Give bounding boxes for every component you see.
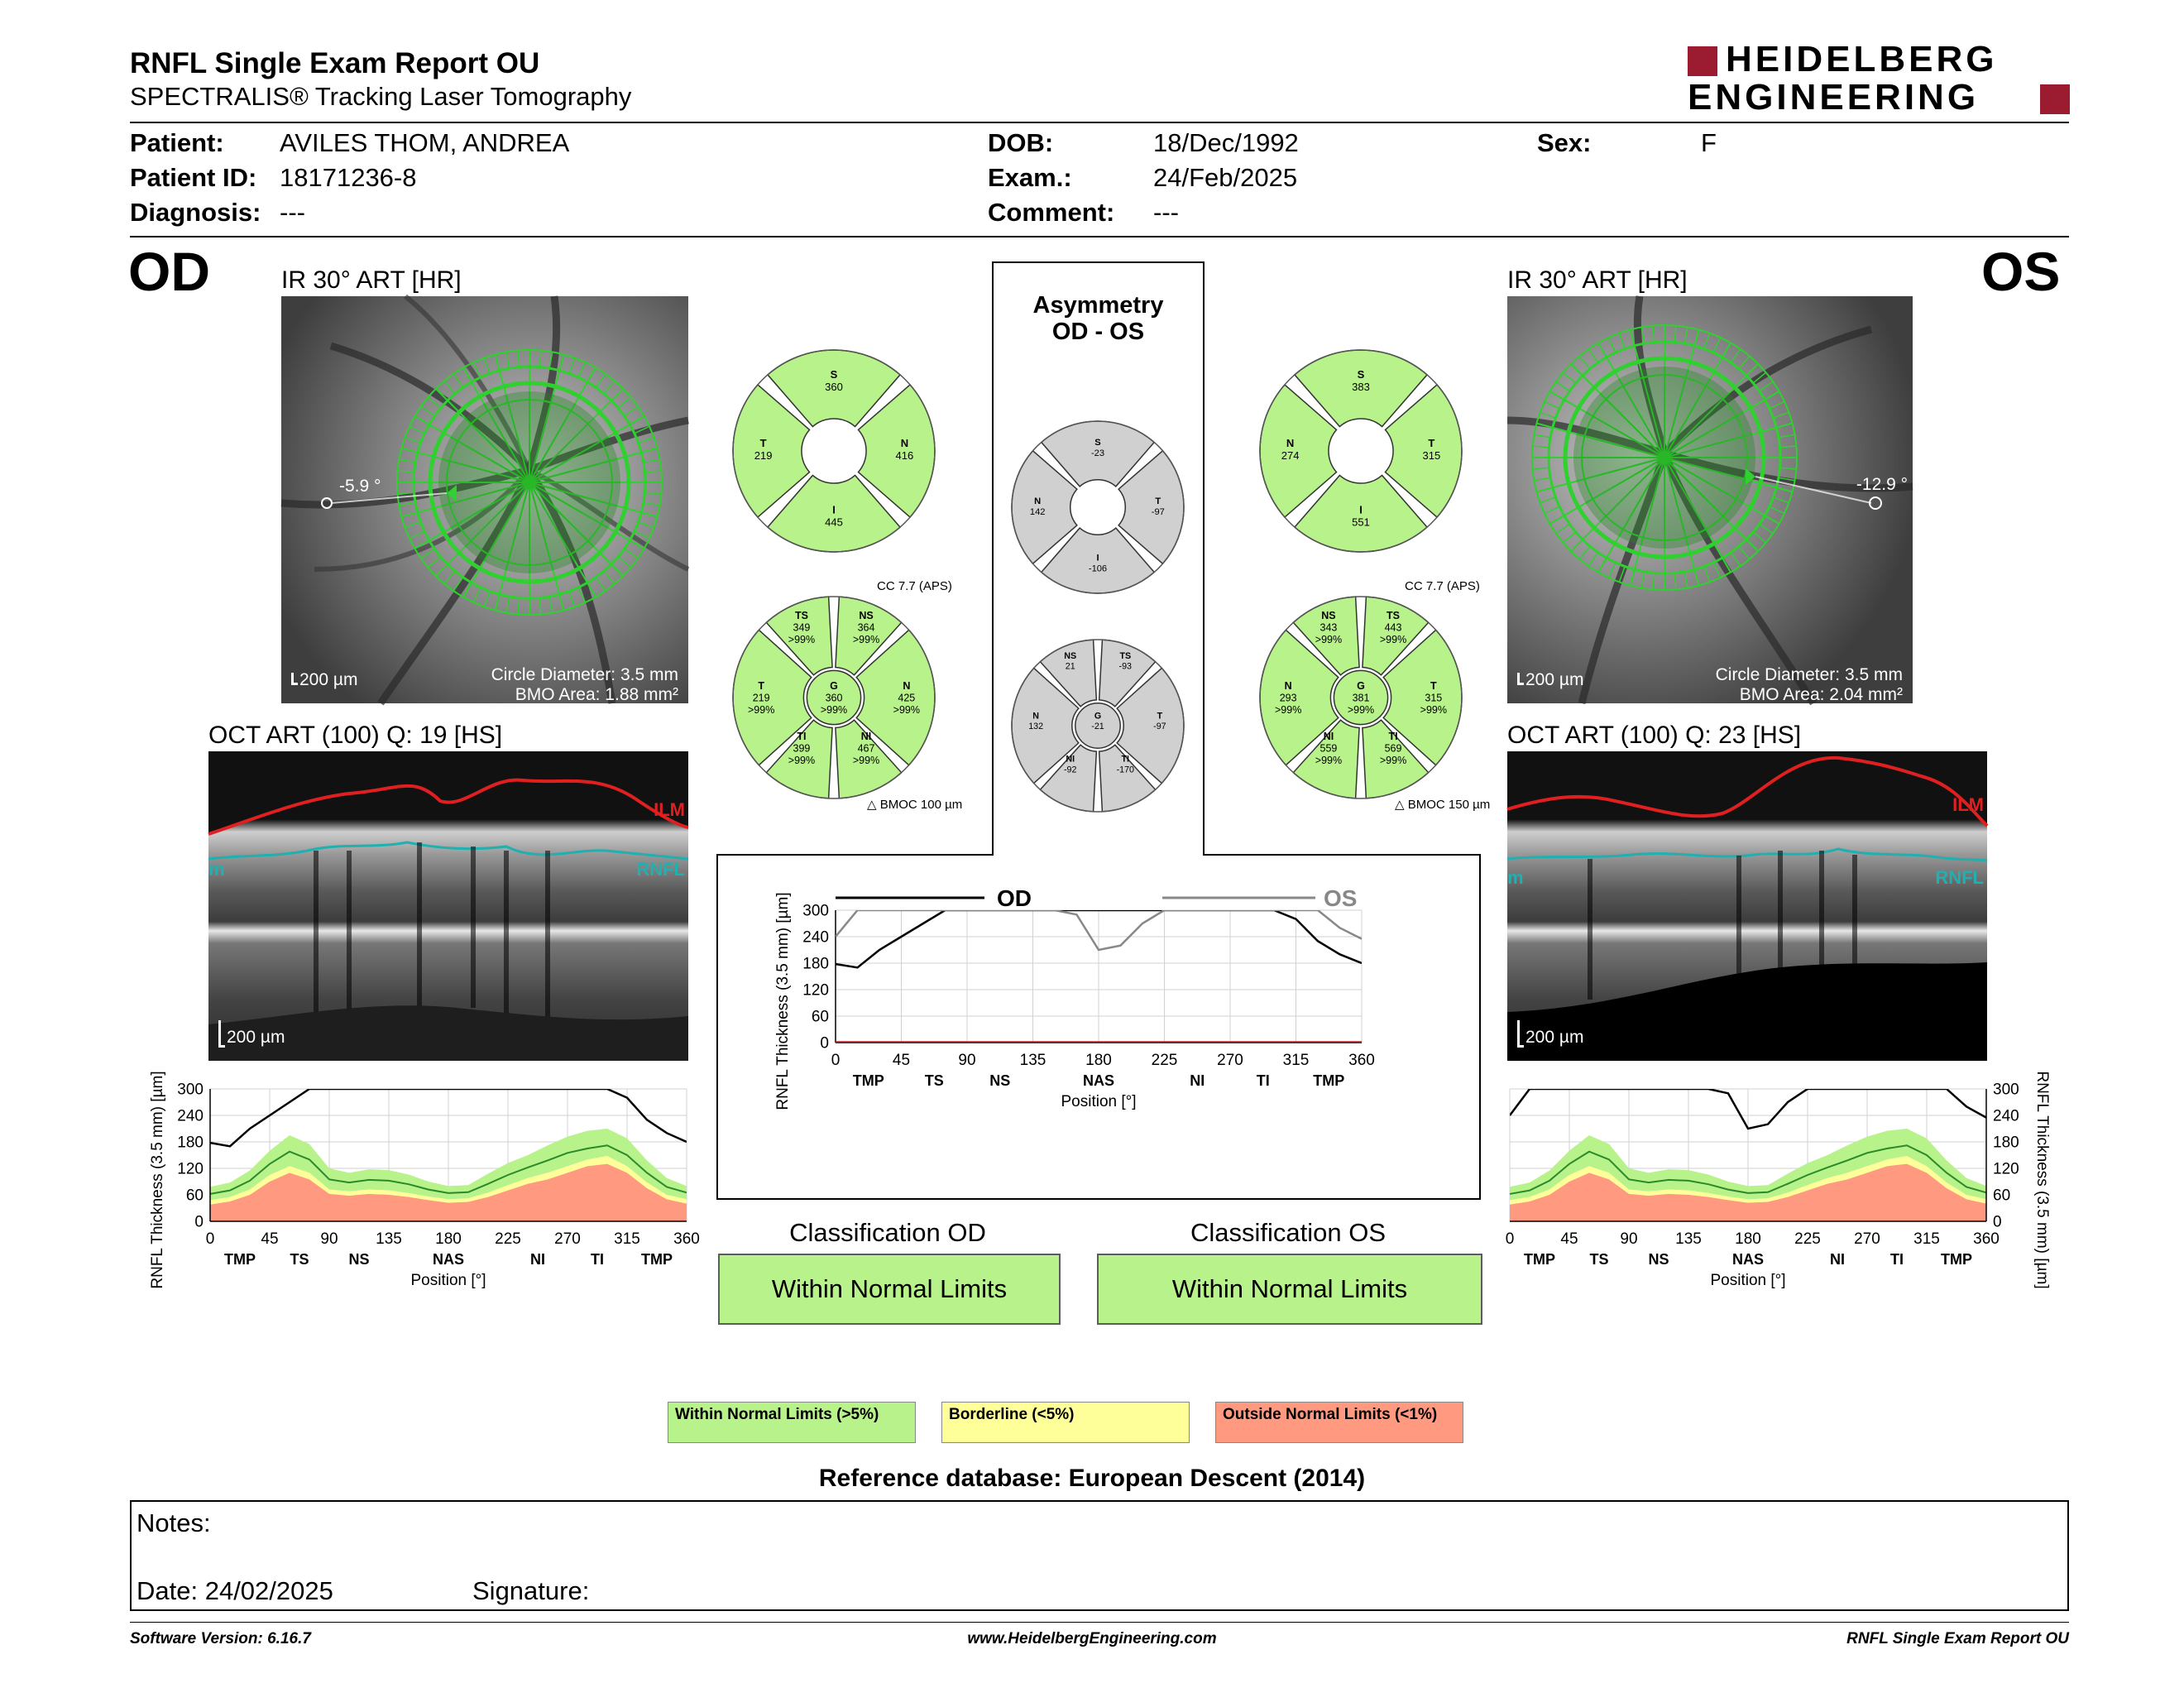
sector-label: NI [1190,1072,1205,1089]
y-axis-title: RNFL Thickness (3.5 mm) [µm] [149,1071,166,1289]
ring-value-i: I 551 [1352,503,1370,529]
x-axis-title: Position [°] [410,1272,486,1289]
x-tick-label: 315 [1913,1230,1940,1248]
sector-label: TMP [1941,1251,1972,1268]
logo-word-engineering: ENGINEERING [1688,77,1980,117]
reference-database: Reference database: European Descent (2014) [818,1465,1366,1492]
sector-label: NAS [1082,1072,1115,1089]
classification-os-box [1097,1254,1482,1325]
logo-word-heidelberg: HEIDELBERG [1726,39,1998,79]
sector-label: NS [1648,1251,1669,1268]
ring-value-ns: NS 21 [1064,650,1077,672]
patient-name: AVILES THOM, ANDREA [280,128,570,157]
od-rnfl-label: RNFL [636,859,685,880]
y-tick-label: 60 [1993,1187,2011,1205]
patient-id: 18171236-8 [280,163,417,192]
ring-value-t: T 219 >99% [747,680,775,716]
od-rnfl-edge-label: m [208,859,225,880]
asymmetry-sector-ring [1009,637,1186,814]
os-oct-title: OCT ART (100) Q: 23 [HS] [1507,722,1802,749]
od-eye-label: OD [128,241,210,302]
ring-value-ts: TS 443 >99% [1379,609,1407,645]
classification-od-title: Classification OD [789,1218,986,1247]
classification-os-value: Within Normal Limits [1171,1274,1408,1303]
x-tick-label: 225 [1151,1052,1178,1069]
od-ir-title: IR 30° ART [HR] [281,266,462,294]
patient-id-label: Patient ID: [130,163,257,192]
ring-value-n: N 293 >99% [1274,680,1302,716]
sector-label: TI [591,1251,604,1268]
diagnosis-label: Diagnosis: [130,198,261,227]
asymmetry-title [993,292,1204,345]
os-oct-scale: 200 µm [1517,1020,1583,1048]
comment-value: --- [1153,198,1179,227]
x-tick-label: 90 [320,1230,338,1248]
x-tick-label: 270 [554,1230,581,1248]
sector-label: NI [1830,1251,1845,1268]
logo-square-top [1688,46,1717,76]
os-eye-label: OS [1981,241,2061,302]
od-cc-label: CC 7.7 (APS) [877,579,952,593]
x-tick-label: 135 [376,1230,402,1248]
y-tick-label: 240 [1993,1107,2019,1125]
os-fundus-image [1507,296,1913,703]
od-oct-title: OCT ART (100) Q: 19 [HS] [208,722,503,749]
y-tick-label: 300 [177,1081,204,1099]
ring-value-ts: TS 349 >99% [788,609,816,645]
report-title: RNFL Single Exam Report OU [130,47,540,79]
ring-value-ni: NI -92 [1063,754,1077,775]
ring-value-g: G 360 >99% [820,680,848,716]
y-tick-label: 180 [1993,1134,2019,1152]
asymmetry-title-line1: Asymmetry [1032,292,1164,319]
ring-value-n: N 142 [1029,496,1046,517]
od-bmoc-label: △ BMOC 100 µm [867,798,963,812]
diagnosis-value: --- [280,198,305,227]
patient-divider [130,236,2069,237]
ring-value-n: N 132 [1028,711,1044,732]
os-bmoc-label: △ BMOC 150 µm [1395,798,1491,812]
sex-label: Sex: [1537,128,1592,157]
ring-value-s: S -23 [1090,438,1105,459]
y-axis-title: RNFL Thickness (3.5 mm) [µm] [2033,1071,2051,1289]
x-tick-label: 0 [1505,1230,1515,1248]
dob-label: DOB: [988,128,1054,157]
x-tick-label: 270 [1217,1052,1243,1069]
y-tick-label: 300 [1993,1081,2019,1099]
ring-value-ts: TS -93 [1118,650,1133,672]
od-bmo-area: BMO Area: 1.88 mm² [515,685,678,704]
x-axis-title: Position [°] [1710,1272,1786,1289]
x-tick-label: 315 [1282,1052,1310,1069]
os-oct-svg [1507,751,1987,1061]
x-tick-label: 360 [673,1230,700,1248]
classification-os-title: Classification OS [1190,1218,1387,1247]
patient-label: Patient: [130,128,224,157]
x-tick-label: 225 [495,1230,521,1248]
ring-value-n: N 274 [1281,437,1300,463]
y-tick-label: 120 [177,1160,204,1178]
classification-od-box [718,1254,1061,1325]
os-ilm-label: ILM [1952,794,1984,815]
os-fundus-scale: 200 µm [1517,670,1583,690]
sector-label: TMP [641,1251,673,1268]
x-tick-label: 360 [1348,1052,1375,1069]
date-label: Date: 24/02/2025 [136,1576,333,1605]
ring-value-n: N 416 [895,437,914,463]
sex-value: F [1701,128,1717,157]
footer-version: Software Version: 6.16.7 [130,1630,311,1647]
y-tick-label: 240 [177,1107,204,1125]
ring-value-ti: TI 399 >99% [788,731,816,767]
legend-text-od: OD [997,885,1032,911]
ring-value-ti: TI -170 [1116,754,1134,775]
od-angle-label: -5.9 ° [339,477,381,496]
heidelberg-logo [1688,39,2070,117]
os-thickness-chart [1502,1067,2064,1316]
od-circle-diameter: Circle Diameter: 3.5 mm [491,665,678,684]
sector-label: TMP [852,1072,884,1089]
y-tick-label: 120 [802,981,829,1000]
ring-value-ns: NS 364 >99% [852,609,880,645]
x-tick-label: 135 [1675,1230,1702,1248]
legend-outside: Outside Normal Limits (<1%) [1215,1402,1463,1443]
exam-label: Exam.: [988,163,1072,192]
x-axis-title: Position [°] [1061,1093,1137,1110]
y-tick-label: 180 [177,1134,204,1152]
ring-value-t: T 219 [754,437,773,463]
footer-website[interactable]: www.HeidelbergEngineering.com [967,1630,1217,1647]
sector-label: TMP [224,1251,256,1268]
od-fundus-scale: 200 µm [291,670,357,690]
ring-value-i: I 445 [825,503,843,529]
comment-label: Comment: [988,198,1115,227]
od-ilm-label: ILM [654,799,685,820]
asymmetry-title-line2: OD - OS [1051,319,1145,345]
x-tick-label: 180 [1735,1230,1761,1248]
y-tick-label: 180 [802,955,829,973]
x-tick-label: 0 [205,1230,215,1248]
od-fundus-svg [281,296,688,703]
logo-square-bottom [2040,84,2070,114]
x-tick-label: 45 [261,1230,279,1248]
y-tick-label: 60 [811,1008,829,1026]
footer-report-name: RNFL Single Exam Report OU [1846,1630,2069,1647]
legend-normal: Within Normal Limits (>5%) [668,1402,916,1443]
x-tick-label: 90 [958,1052,976,1069]
x-tick-label: 225 [1794,1230,1821,1248]
sector-label: TMP [1524,1251,1555,1268]
x-tick-label: 315 [614,1230,640,1248]
notes-box[interactable] [130,1500,2069,1611]
ring-value-g: G -21 [1091,711,1104,732]
footer-divider [130,1622,2069,1623]
y-tick-label: 0 [820,1034,829,1053]
ring-value-t: T 315 >99% [1420,680,1448,716]
od-oct-bscan [208,751,688,1061]
signature-label: Signature: [472,1576,590,1605]
y-tick-label: 120 [1993,1160,2019,1178]
ring-value-ns: NS 343 >99% [1315,609,1343,645]
sector-label: TI [1256,1072,1270,1089]
asymmetry-quadrant-ring [1009,419,1186,596]
sector-label: TMP [1313,1072,1345,1089]
y-axis-title: RNFL Thickness (3.5 mm) [µm] [774,892,792,1110]
os-circle-diameter: Circle Diameter: 3.5 mm [1715,665,1903,684]
od-oct-svg [208,751,688,1061]
dob-value: 18/Dec/1992 [1153,128,1299,157]
report-subtitle: SPECTRALIS® Tracking Laser Tomography [130,82,632,111]
classification-od-value: Within Normal Limits [771,1274,1008,1303]
os-bmo-area: BMO Area: 2.04 mm² [1739,685,1903,704]
sector-label: TI [1890,1251,1904,1268]
ring-value-i: I -106 [1088,553,1108,574]
sector-label: TS [290,1251,309,1268]
ring-value-t: T -97 [1151,496,1165,517]
x-tick-label: 0 [831,1052,841,1069]
ring-value-ti: TI 569 >99% [1379,731,1407,767]
ring-value-s: S 383 [1352,368,1370,394]
os-cc-label: CC 7.7 (APS) [1405,579,1480,593]
ring-value-t: T 315 [1422,437,1441,463]
x-tick-label: 90 [1620,1230,1638,1248]
ring-value-t: T -97 [1153,711,1166,732]
os-ir-title: IR 30° ART [HR] [1507,266,1688,294]
x-tick-label: 180 [435,1230,462,1248]
asymmetry-thickness-chart [745,861,1373,1134]
x-tick-label: 45 [1560,1230,1578,1248]
os-quadrant-ring [1257,348,1464,554]
os-sector-ring [1257,594,1464,801]
x-tick-label: 360 [1973,1230,2000,1248]
legend-text-os: OS [1324,885,1358,911]
sector-label: NI [530,1251,545,1268]
ring-value-ni: NI 467 >99% [852,731,880,767]
y-tick-label: 240 [802,928,829,947]
od-thickness-chart [132,1067,700,1316]
od-sector-ring [730,594,937,801]
ring-value-n: N 425 >99% [893,680,921,716]
ring-value-s: S 360 [825,368,843,394]
od-quadrant-ring [730,348,937,554]
y-tick-label: 0 [1993,1213,2002,1231]
x-tick-label: 180 [1085,1052,1112,1069]
notes-label: Notes: [136,1508,211,1537]
y-tick-label: 60 [185,1187,204,1205]
ring-value-g: G 381 >99% [1347,680,1375,716]
x-tick-label: 45 [892,1052,911,1069]
y-tick-label: 0 [194,1213,204,1231]
exam-value: 24/Feb/2025 [1153,163,1298,192]
os-rnfl-edge-label: m [1507,867,1524,888]
sector-label: NS [348,1251,370,1268]
os-oct-bscan [1507,751,1987,1061]
ring-value-ni: NI 559 >99% [1315,731,1343,767]
od-fundus-image [281,296,688,703]
sector-label: TS [1589,1251,1609,1268]
os-rnfl-label: RNFL [1935,867,1984,888]
sector-label: NS [989,1072,1011,1089]
sector-label: NAS [1731,1251,1765,1268]
y-tick-label: 300 [802,902,829,920]
os-angle-label: -12.9 ° [1856,475,1908,494]
sector-label: TS [924,1072,944,1089]
x-tick-label: 270 [1854,1230,1880,1248]
header-divider [130,122,2069,123]
os-fundus-svg [1507,296,1913,703]
legend-borderline: Borderline (<5%) [941,1402,1190,1443]
od-oct-scale: 200 µm [218,1020,285,1048]
sector-label: NAS [432,1251,465,1268]
x-tick-label: 135 [1019,1052,1046,1069]
